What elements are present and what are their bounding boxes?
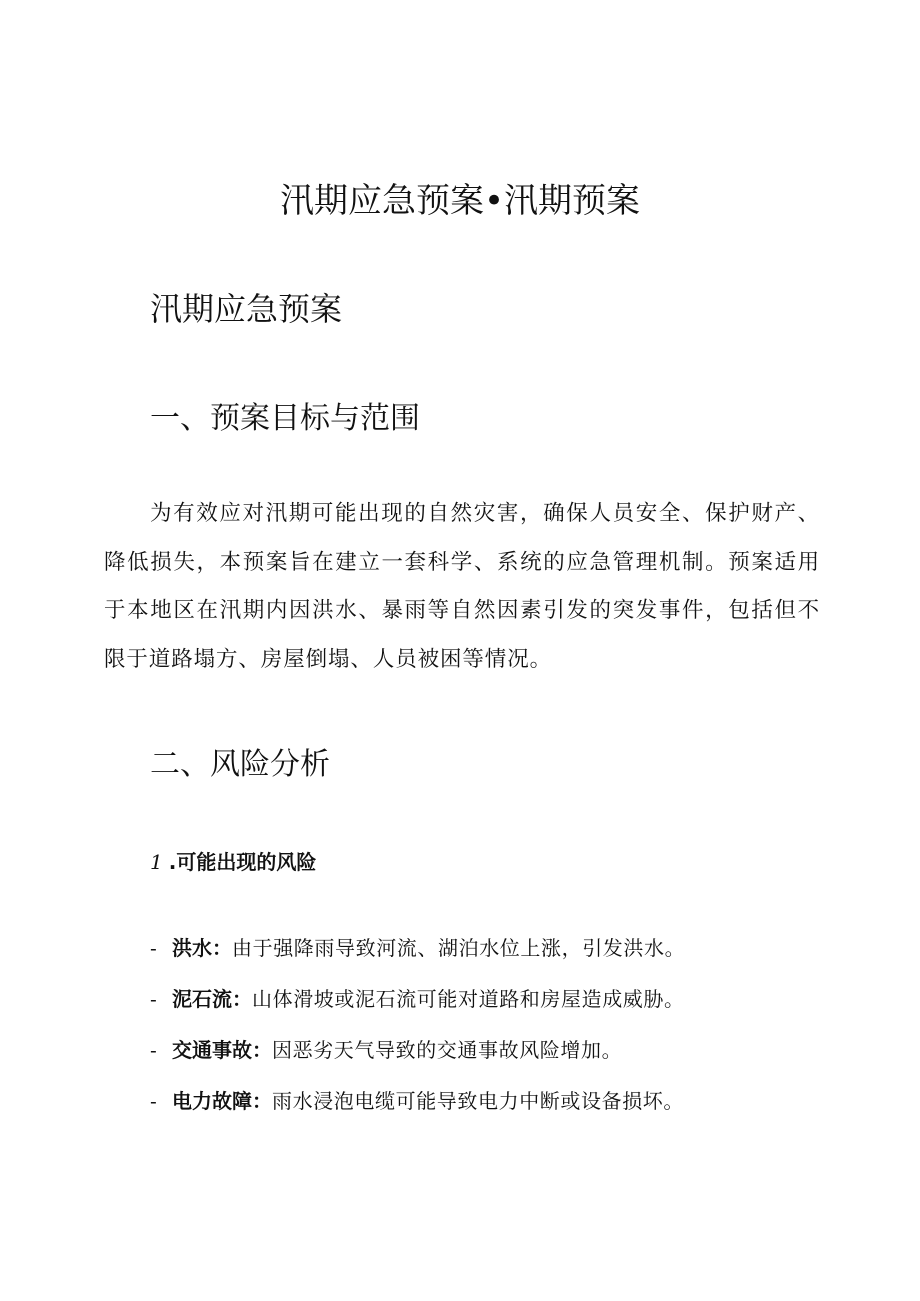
subsection-heading-possible-risks	[150, 844, 316, 880]
risk-term: 电力故障：	[172, 1089, 272, 1113]
risk-description: 由于强降雨导致河流、湖泊水位上涨，引发洪水。	[232, 936, 686, 960]
risk-list	[150, 930, 850, 1134]
list-item-traffic-accident	[150, 1032, 850, 1083]
risk-description: 山体滑坡或泥石流可能对道路和房屋造成威胁。	[252, 987, 685, 1011]
subsection-title: .可能出现的风险	[168, 850, 317, 874]
list-item-debris-flow	[150, 981, 850, 1032]
list-item-flood	[150, 930, 850, 981]
list-bullet: -	[150, 1089, 157, 1113]
list-bullet: -	[150, 987, 157, 1011]
risk-term: 泥石流：	[172, 987, 252, 1011]
subsection-number: 1	[150, 850, 163, 874]
section-paragraph-goals-scope: 为有效应对汛期可能出现的自然灾害，确保人员安全、保护财产、降低损失，本预案旨在建立一套科学、系统的应急管理机制。预案适用于本地区在汛期内因洪水、暴雨等自然因素引发的突发事件，包括但不限于道路塌方、房屋倒塌、人员被困等情况。	[104, 501, 820, 672]
list-bullet: -	[150, 1038, 157, 1062]
document-title: 汛期应急预案•汛期预案	[279, 181, 641, 221]
section-heading-goals-scope: 一、预案目标与范围	[150, 401, 420, 436]
list-item-power-failure	[150, 1083, 850, 1134]
risk-term: 洪水：	[172, 936, 232, 960]
risk-description: 因恶劣天气导致的交通事故风险增加。	[272, 1038, 623, 1062]
section-heading-risk-analysis: 二、风险分析	[150, 747, 330, 782]
risk-term: 交通事故：	[172, 1038, 272, 1062]
list-bullet: -	[150, 936, 157, 960]
document-subtitle: 汛期应急预案	[150, 290, 343, 328]
risk-description: 雨水浸泡电缆可能导致电力中断或设备损坏。	[272, 1089, 684, 1113]
